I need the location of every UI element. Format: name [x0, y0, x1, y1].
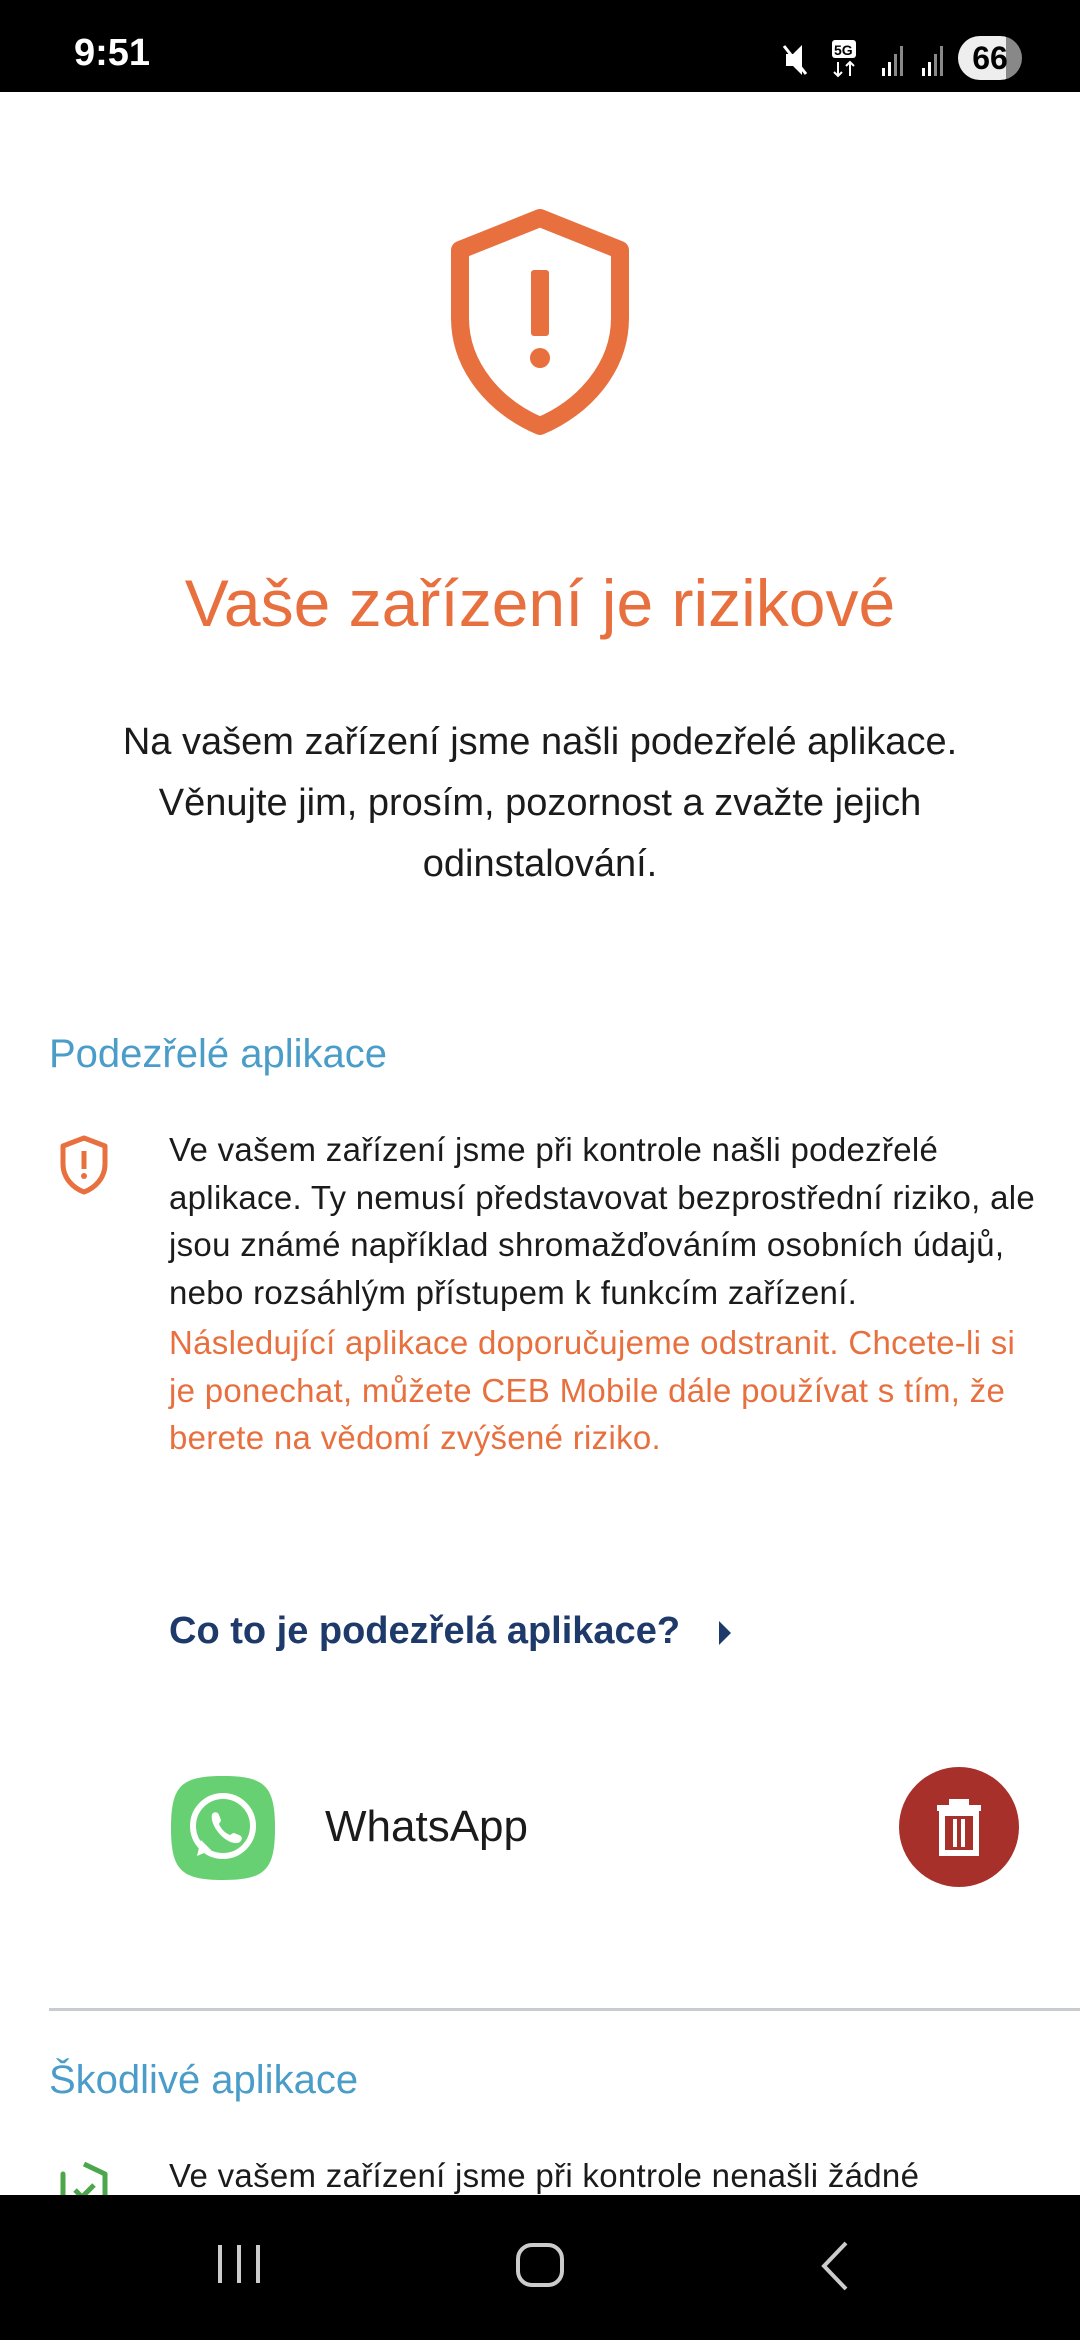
warning-shield-small-icon: [58, 1134, 110, 1196]
intro-text: Na vašem zařízení jsme našli podezřelé aplikace. Věnujte jim, prosím, pozornost a zvažte jejich odinstalování.: [122, 721, 958, 885]
recent-apps-button[interactable]: [218, 2245, 260, 2283]
suspicious-apps-heading: Podezřelé aplikace: [49, 1032, 387, 1076]
5g-icon: [832, 40, 856, 76]
caret-right-icon: [719, 1621, 731, 1645]
what-is-suspicious-link[interactable]: [169, 1610, 731, 1653]
app-list-item: [169, 1774, 1059, 1884]
navigation-bar: [0, 2195, 1080, 2340]
status-bar: [0, 0, 1080, 92]
check-shield-icon: [58, 2160, 110, 2200]
malicious-apps-heading: Škodlivé aplikace: [49, 2058, 359, 2102]
app-name: WhatsApp: [325, 1802, 528, 1851]
suspicious-warning: Následující aplikace doporučujeme odstranit. Chcete-li si je ponechat, můžete CEB Mobile dále používat s tím, že berete na vědomí zvýšené riziko.: [169, 1324, 1016, 1456]
svg-text:5G: 5G: [834, 42, 853, 58]
suspicious-description-block: [169, 1126, 1039, 1462]
link-label: Co to je podezřelá aplikace?: [169, 1610, 681, 1652]
home-button[interactable]: [516, 2243, 564, 2287]
battery-indicator: 66: [958, 36, 1022, 80]
warning-shield-icon: [448, 208, 632, 438]
mute-icon: [784, 45, 806, 75]
delete-app-button[interactable]: [899, 1767, 1019, 1887]
signal-icon-2: [922, 46, 943, 76]
status-time: 9:51: [74, 32, 151, 74]
malicious-description: Ve vašem zařízení jsme při kontrole nenašli žádné: [169, 2157, 920, 2194]
page-title: Vaše zařízení je rizikové: [184, 566, 896, 640]
back-button[interactable]: [820, 2241, 850, 2291]
whatsapp-icon: [169, 1774, 277, 1882]
trash-icon: [933, 1797, 985, 1859]
suspicious-description: Ve vašem zařízení jsme při kontrole našli podezřelé aplikace. Ty nemusí představovat bezprostřední riziko, ale jsou známé například shromažďováním osobních údajů, nebo rozsáhlým přístupem k funkcím zařízení.: [169, 1131, 1036, 1311]
signal-icon: [882, 46, 903, 76]
divider: [49, 2008, 1080, 2011]
